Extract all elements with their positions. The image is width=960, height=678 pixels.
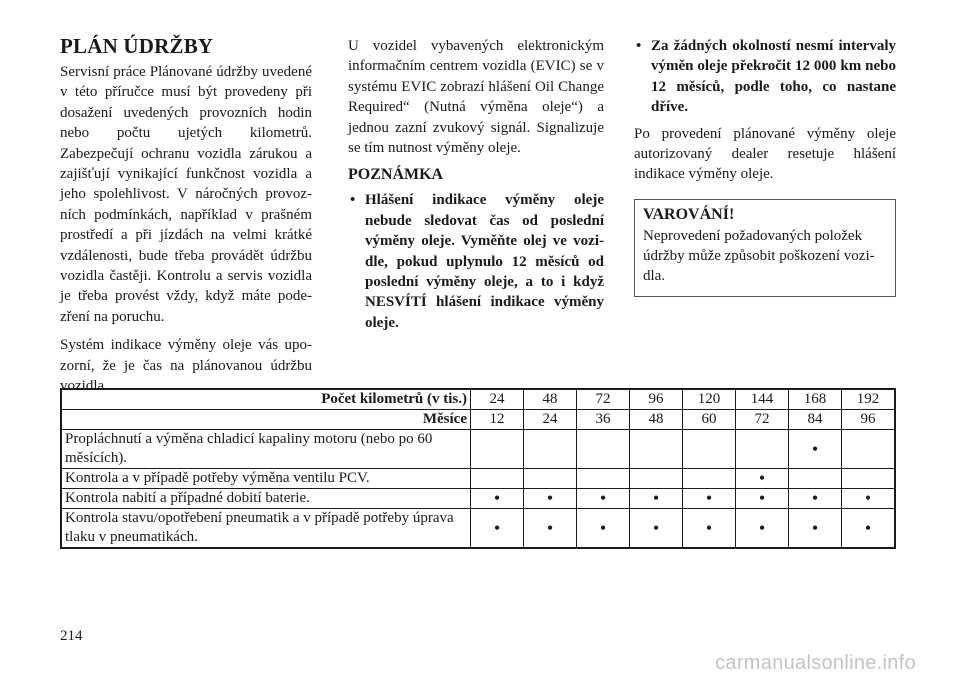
- km-header-row: [61, 389, 895, 410]
- months-label: Měsíce: [61, 410, 471, 430]
- months-cell: 36: [577, 410, 630, 430]
- service-dot: •: [577, 489, 630, 509]
- middle-column: [348, 36, 604, 339]
- table-row: [61, 509, 895, 549]
- bullet-icon: •: [636, 38, 642, 54]
- km-cell: 24: [471, 389, 524, 410]
- note-heading: POZNÁMKA: [348, 166, 444, 184]
- task-description: Kontrola nabití a případné dobití baterie.: [61, 489, 471, 509]
- reset-paragraph: Po provedení plánované výměny oleje autorizovaný dealer resetuje hlášení indikace výměny oleje.: [634, 125, 896, 183]
- service-dot: •: [630, 489, 683, 509]
- months-cell: 12: [471, 410, 524, 430]
- empty-cell: [577, 469, 630, 489]
- evic-paragraph: U vozidel vybavených elektronickým informačním centrem vozidla (EVIC) se v systému EVIC zobrazí hlášení Oil Change Required“ (Nutná výměna oleje“) a jednou zazní zvukový signál. Signalizuje se tím nutnost výměny oleje.: [348, 38, 604, 157]
- km-cell: 144: [736, 389, 789, 410]
- page-number: 214: [60, 628, 83, 644]
- interval-item: [634, 36, 896, 118]
- empty-cell: [471, 430, 524, 469]
- left-column: [60, 34, 312, 405]
- page-heading: PLÁN ÚDRŽBY: [60, 34, 214, 58]
- warning-title: VAROVÁNÍ!: [643, 205, 735, 223]
- table-row: [61, 430, 895, 469]
- note-item: [348, 190, 604, 333]
- maintenance-table: [60, 388, 896, 549]
- service-dot: •: [842, 489, 896, 509]
- service-dot: •: [683, 489, 736, 509]
- km-cell: 168: [789, 389, 842, 410]
- empty-cell: [471, 469, 524, 489]
- empty-cell: [683, 469, 736, 489]
- bullet-icon: •: [350, 192, 356, 209]
- months-cell: 48: [630, 410, 683, 430]
- months-cell: 60: [683, 410, 736, 430]
- note-list: [348, 190, 604, 333]
- warning-box: [634, 199, 896, 297]
- empty-cell: [736, 430, 789, 469]
- months-cell: 84: [789, 410, 842, 430]
- intro-paragraph: Servisní práce Plánované údržby uvedené v této příručce musí být provedeny při dosažení uvedených provozních hodin nebo počtu ujetých kilometrů. Zabezpečují ochranu vozidla zárukou a zajišťují vynikající funkčnost vozidla a jeho spolehlivost. V náročných provozních podmínkách, například v prašném prostředí a při jízdách na velmi krátké vzdálenosti, bude třeba provádět údržbu vozidla častěji. Kontrolu a servis vozidla je třeba provést vždy, když máte podezření na poruchu.: [60, 64, 312, 325]
- task-description: Kontrola a v případě potřeby výměna ventilu PCV.: [61, 469, 471, 489]
- oil-indicator-paragraph: Systém indikace výměny oleje vás upozorní, že je čas na plánovanou údržbu vozidla.: [60, 337, 312, 395]
- task-description: Kontrola stavu/opotřebení pneumatik a v případě potřeby úprava tlaku v pneumatikách.: [61, 509, 471, 549]
- empty-cell: [577, 430, 630, 469]
- km-cell: 192: [842, 389, 896, 410]
- empty-cell: [524, 430, 577, 469]
- service-dot: •: [736, 509, 789, 549]
- service-dot: •: [842, 509, 896, 549]
- empty-cell: [842, 430, 896, 469]
- service-dot: •: [524, 509, 577, 549]
- empty-cell: [630, 430, 683, 469]
- empty-cell: [842, 469, 896, 489]
- service-dot: •: [524, 489, 577, 509]
- interval-list: [634, 36, 896, 118]
- service-dot: •: [789, 509, 842, 549]
- months-cell: 96: [842, 410, 896, 430]
- service-dot: •: [789, 430, 842, 469]
- service-dot: •: [471, 489, 524, 509]
- km-label: Počet kilometrů (v tis.): [61, 389, 471, 410]
- months-header-row: [61, 410, 895, 430]
- warning-text: Neprovedení požadovaných položek údržby může způsobit poškození vozidla.: [643, 227, 875, 284]
- service-dot: •: [471, 509, 524, 549]
- empty-cell: [789, 469, 842, 489]
- months-cell: 24: [524, 410, 577, 430]
- watermark: carmanualsonline.info: [715, 652, 916, 674]
- empty-cell: [524, 469, 577, 489]
- service-dot: •: [789, 489, 842, 509]
- service-dot: •: [683, 509, 736, 549]
- empty-cell: [683, 430, 736, 469]
- empty-cell: [630, 469, 683, 489]
- service-dot: •: [736, 469, 789, 489]
- km-cell: 120: [683, 389, 736, 410]
- interval-item-text: Za žádných okolností nesmí intervaly výměn oleje překročit 12 000 km nebo 12 měsíců, podle toho, co nastane dříve.: [651, 38, 896, 116]
- service-dot: •: [577, 509, 630, 549]
- table-row: [61, 489, 895, 509]
- task-description: Propláchnutí a výměna chladicí kapaliny motoru (nebo po 60 měsících).: [61, 430, 471, 469]
- km-cell: 72: [577, 389, 630, 410]
- right-column: [634, 36, 896, 297]
- km-cell: 96: [630, 389, 683, 410]
- note-item-text: Hlášení indikace výměny oleje nebude sledovat čas od poslední výměny oleje. Vyměňte olej ve vozidle, pokud uplynulo 12 měsíců od poslední výměny oleje, a to i když NESVÍTÍ hlášení indikace výměny oleje.: [365, 192, 604, 331]
- service-dot: •: [630, 509, 683, 549]
- months-cell: 72: [736, 410, 789, 430]
- table-row: [61, 469, 895, 489]
- km-cell: 48: [524, 389, 577, 410]
- service-dot: •: [736, 489, 789, 509]
